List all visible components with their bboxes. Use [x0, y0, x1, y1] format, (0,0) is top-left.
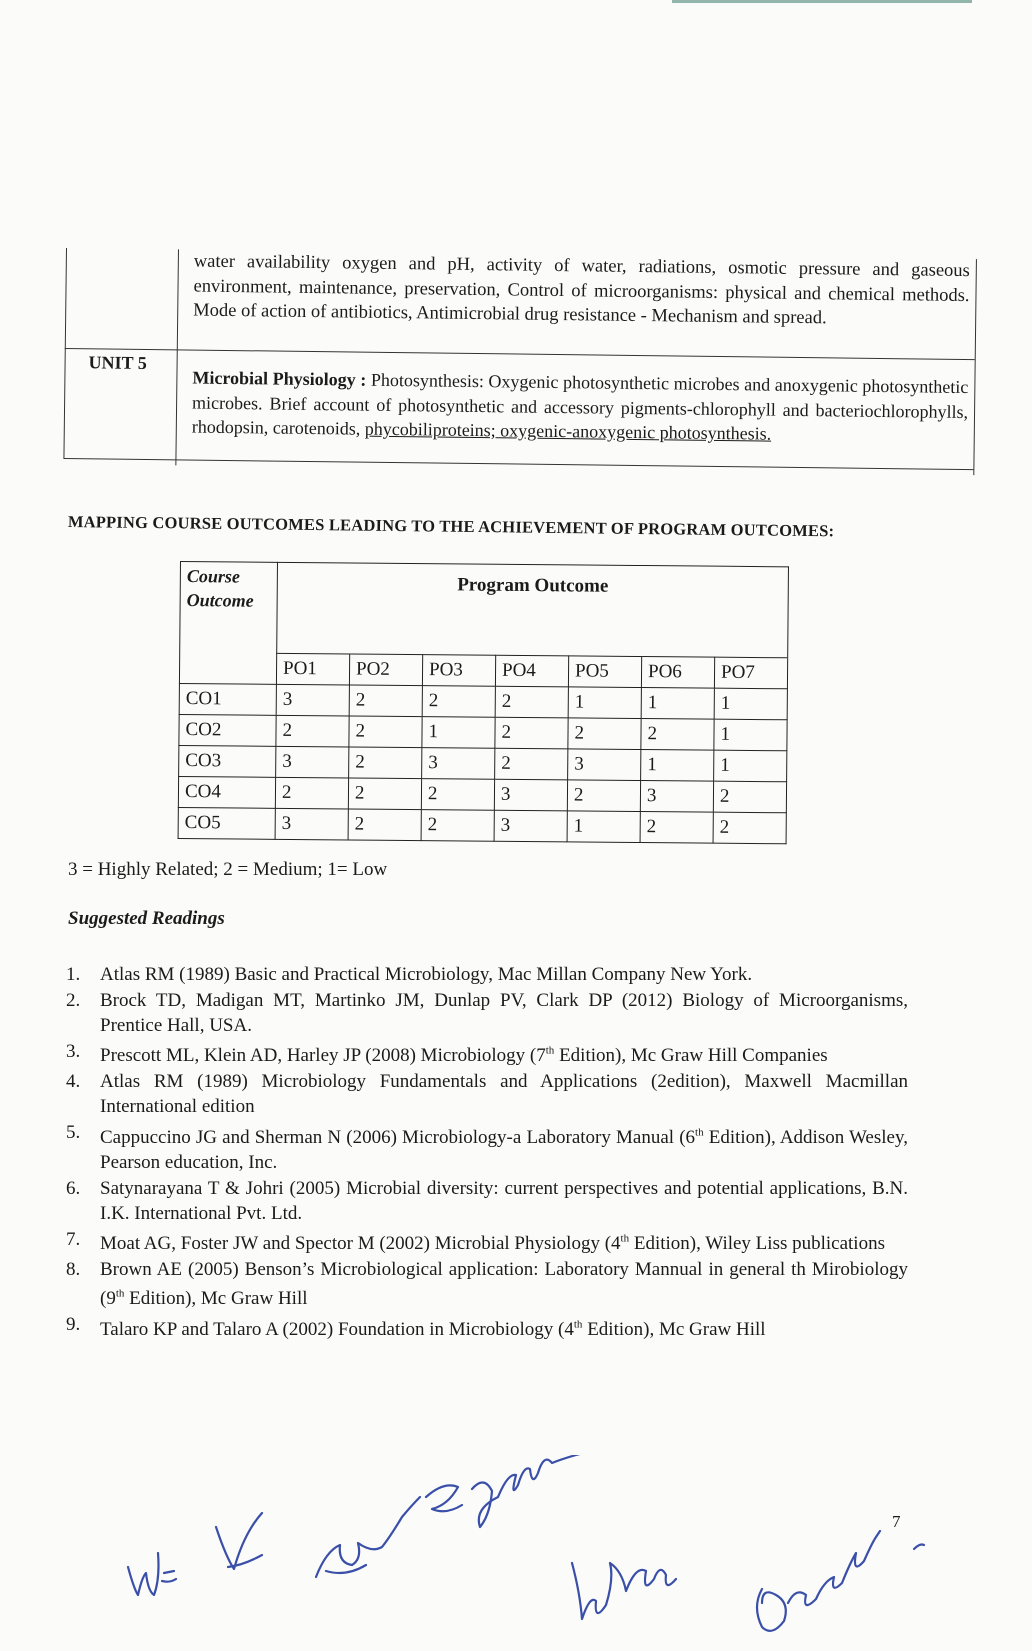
mapping-value: 3: [640, 781, 713, 813]
mapping-value: 3: [422, 748, 495, 780]
signature-4: [426, 1455, 686, 1527]
signature-6: [757, 1531, 880, 1631]
unit-table: [63, 248, 978, 483]
list-item: [66, 988, 908, 1038]
list-item-number: 3.: [66, 1041, 81, 1062]
mapping-value: 2: [713, 781, 786, 813]
po-header-4: PO4: [495, 655, 568, 687]
mapping-value: 2: [348, 809, 421, 841]
co-label: CO3: [179, 745, 276, 777]
course-outcome-line2: Outcome: [186, 590, 254, 611]
list-item-number: 2.: [66, 990, 81, 1011]
table-border-bottom: [63, 458, 973, 470]
list-item: [66, 1312, 908, 1341]
list-item-number: 4.: [66, 1071, 81, 1093]
list-item-text: Brown AE (2005) Benson’s Microbiological application: Laboratory Mannual in general th Mirobiology (9th Edition), Mc Graw Hill: [100, 1258, 908, 1310]
list-item-number: 1.: [66, 964, 81, 985]
mapping-value: 3: [275, 808, 348, 840]
mapping-value: 1: [567, 811, 640, 843]
list-item-number: 5.: [66, 1122, 81, 1144]
list-item: [66, 1120, 908, 1174]
signature-3: [316, 1497, 420, 1577]
list-item-text: Satynarayana T & Johri (2005) Microbial diversity: current perspectives and potential applications, B.N. I.K. International Pvt. Ltd.: [100, 1177, 908, 1224]
signature-5: [572, 1563, 676, 1619]
mapping-value: 3: [494, 779, 567, 811]
mapping-value: 1: [641, 688, 714, 720]
mapping-value: 3: [276, 746, 349, 778]
list-item: [66, 1176, 908, 1226]
mapping-value: 1: [422, 717, 495, 749]
mapping-value: 2: [422, 686, 495, 718]
mapping-value: 2: [275, 777, 348, 809]
top-edge-line: [672, 0, 972, 3]
signature-1: [128, 1553, 176, 1595]
mapping-value: 1: [568, 687, 641, 719]
list-item-text: Moat AG, Foster JW and Spector M (2002) Microbial Physiology (4th Edition), Wiley Liss publications: [100, 1232, 885, 1254]
unit5-content: [192, 366, 969, 449]
page-number: 7: [892, 1512, 901, 1531]
po-header-2: PO2: [349, 654, 422, 686]
program-outcome-header: Program Outcome: [277, 562, 789, 657]
unit5-label: UNIT 5: [88, 352, 147, 373]
course-outcome-header: [179, 562, 277, 685]
mapping-value: 3: [276, 684, 349, 716]
mapping-value: 1: [641, 750, 714, 782]
table-row: [178, 807, 786, 843]
suggested-readings-title: Suggested Readings: [68, 908, 225, 929]
unit4-content-text: water availability oxygen and pH, activity of water, radiations, osmotic pressure and gaseous environment, maintenance, preservation, Control of microorganisms: physical and chemical methods. Mode of action of antibiotics, Antimicrobial drug resistance - Mechanism and spread.: [193, 251, 970, 329]
list-item-text: Atlas RM (1989) Basic and Practical Microbiology, Mac Millan Company New York.: [100, 964, 753, 985]
list-item-text: Atlas RM (1989) Microbiology Fundamentals and Applications (2edition), Maxwell Macmillan International edition: [100, 1071, 908, 1118]
mapping-value: 2: [276, 715, 349, 747]
mapping-value: 2: [495, 717, 568, 749]
co-label: CO1: [179, 683, 276, 715]
list-item-number: 7.: [66, 1228, 81, 1250]
po-header-6: PO6: [641, 657, 714, 689]
mapping-value: 1: [714, 688, 787, 720]
mapping-value: 2: [713, 812, 786, 844]
po-header-1: PO1: [276, 653, 349, 685]
table-row-divider: [65, 348, 975, 360]
mapping-value: 2: [349, 685, 422, 717]
mapping-value: 2: [421, 779, 494, 811]
po-header-7: PO7: [714, 657, 787, 689]
table-border-mid: [175, 249, 179, 465]
co-label: CO5: [178, 807, 275, 839]
co-rows: [178, 683, 787, 843]
mapping-value: 2: [495, 686, 568, 718]
co-label: CO4: [178, 776, 275, 808]
list-item-number: 8.: [66, 1258, 81, 1280]
mapping-value: 2: [567, 780, 640, 812]
po-header-3: PO3: [422, 655, 495, 687]
list-item-number: 6.: [66, 1177, 81, 1199]
list-item-text: Brock TD, Madigan MT, Martinko JM, Dunlap PV, Clark DP (2012) Biology of Microorganisms, Prentice Hall, USA.: [100, 990, 908, 1036]
mapping-value: 2: [348, 778, 421, 810]
co-label: CO2: [179, 714, 276, 746]
mapping-value: 1: [714, 719, 787, 751]
signature-dash: [914, 1545, 924, 1550]
unit5-text: Photosynthesis: Oxygenic photosynthetic microbes and anoxygenic photosynthetic microbes. Brief account of photosynthetic and accessory pigments-chlorophyll and bacteriochlorophylls, rhodopsin, carotenoids,: [191, 369, 969, 439]
list-item: [66, 1227, 908, 1256]
mapping-heading: MAPPING COURSE OUTCOMES LEADING TO THE ACHIEVEMENT OF PROGRAM OUTCOMES:: [67, 512, 835, 541]
list-item: [66, 1257, 908, 1311]
mapping-value: 2: [640, 812, 713, 844]
mapping-value: 2: [641, 719, 714, 751]
mapping-value: 2: [495, 748, 568, 780]
table-border-left: [63, 248, 67, 458]
mapping-value: 2: [568, 718, 641, 750]
mapping-value: 2: [349, 716, 422, 748]
course-outcome-line1: Course: [186, 566, 240, 587]
list-item-text: Cappuccino JG and Sherman N (2006) Microbiology-a Laboratory Manual (6th Edition), Addison Wesley, Pearson education, Inc.: [100, 1126, 908, 1173]
list-item: [66, 962, 908, 987]
legend-text: 3 = Highly Related; 2 = Medium; 1= Low: [68, 859, 388, 880]
po-header-5: PO5: [568, 656, 641, 688]
mapping-value: 3: [568, 749, 641, 781]
mapping-value: 2: [349, 747, 422, 779]
table-border-right: [973, 259, 977, 475]
mapping-table: [178, 561, 789, 844]
unit5-text-end: phycobiliproteins; oxygenic-anoxygenic photosynthesis.: [364, 418, 772, 444]
unit5-title: Microbial Physiology :: [192, 367, 367, 390]
list-item-number: 9.: [66, 1314, 81, 1336]
signature-2: [216, 1513, 262, 1569]
list-item: [66, 1069, 908, 1119]
table-header-row: [180, 562, 789, 658]
mapping-value: 1: [714, 750, 787, 782]
list-item-text: Prescott ML, Klein AD, Harley JP (2008) Microbiology (7th Edition), Mc Graw Hill Companies: [100, 1045, 828, 1067]
list-item-text: Talaro KP and Talaro A (2002) Foundation in Microbiology (4th Edition), Mc Graw Hill: [100, 1318, 766, 1340]
references-list: [66, 962, 908, 1343]
list-item: [66, 1039, 908, 1068]
mapping-value: 3: [494, 810, 567, 842]
mapping-value: 2: [421, 810, 494, 842]
signatures-image: [120, 1455, 980, 1645]
